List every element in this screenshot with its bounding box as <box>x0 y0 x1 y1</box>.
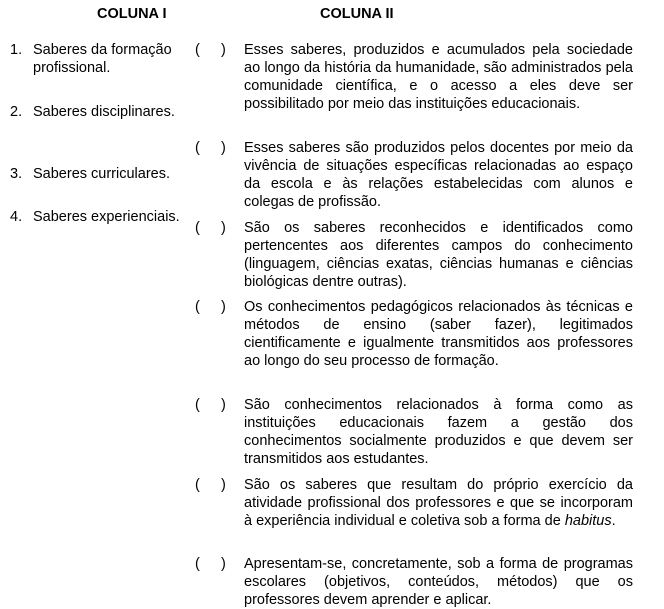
item-label: Saberes disciplinares. <box>33 104 175 120</box>
statement-text: Apresentam-se, concretamente, sob a forma de programas escolares (objetivos, conteúdos, métodos) que os professores devem aprender e aplicar. <box>244 556 633 608</box>
item-number: 2. <box>10 104 23 120</box>
statement-text: Os conhecimentos pedagógicos relacionados às técnicas e métodos de ensino (saber fazer), legitimados cientificamente e igualmente transmitidos aos professores ao longo do seu processo de formação. <box>244 299 633 369</box>
item-label: Saberes experienciais. <box>33 209 180 225</box>
item-number: 3. <box>10 166 23 182</box>
italic-term: habitus <box>564 513 612 529</box>
statement-text: Esses saberes, produzidos e acumulados pela sociedade ao longo da história da humanidade, são administrados pela comunidade científica, e o acesso a eles deve ser possibilitado por meio das instituições educacionais. <box>244 42 633 112</box>
statement-text: São os saberes que resultam do próprio exercício da atividade profissional dos professores e que se incorporam à experiência individual e coletiva sob a forma de habitus. <box>244 477 633 529</box>
item-number: 1. <box>10 42 23 58</box>
statement-text: São conhecimentos relacionados à forma como as instituições educacionais fazem a gestão dos conhecimentos socialmente produzidos e que devem ser transmitidos aos estudantes. <box>244 397 633 467</box>
column2-header: COLUNA II <box>320 6 394 22</box>
item-label: Saberes da formação profissional. <box>33 42 172 76</box>
statement-text: Esses saberes são produzidos pelos docentes por meio da vivência de situações específicas relacionadas ao espaço da escola e às relações estabelecidas com alunos e colegas de profissão. <box>244 140 633 210</box>
statement-text: São os saberes reconhecidos e identificados como pertencentes aos diferentes campos do conhecimento (linguagem, ciências exatas, ciências humanas e ciências biológicas dentre outras). <box>244 220 633 290</box>
column1-header: COLUNA I <box>97 6 167 22</box>
item-label: Saberes curriculares. <box>33 166 170 182</box>
item-number: 4. <box>10 209 23 225</box>
